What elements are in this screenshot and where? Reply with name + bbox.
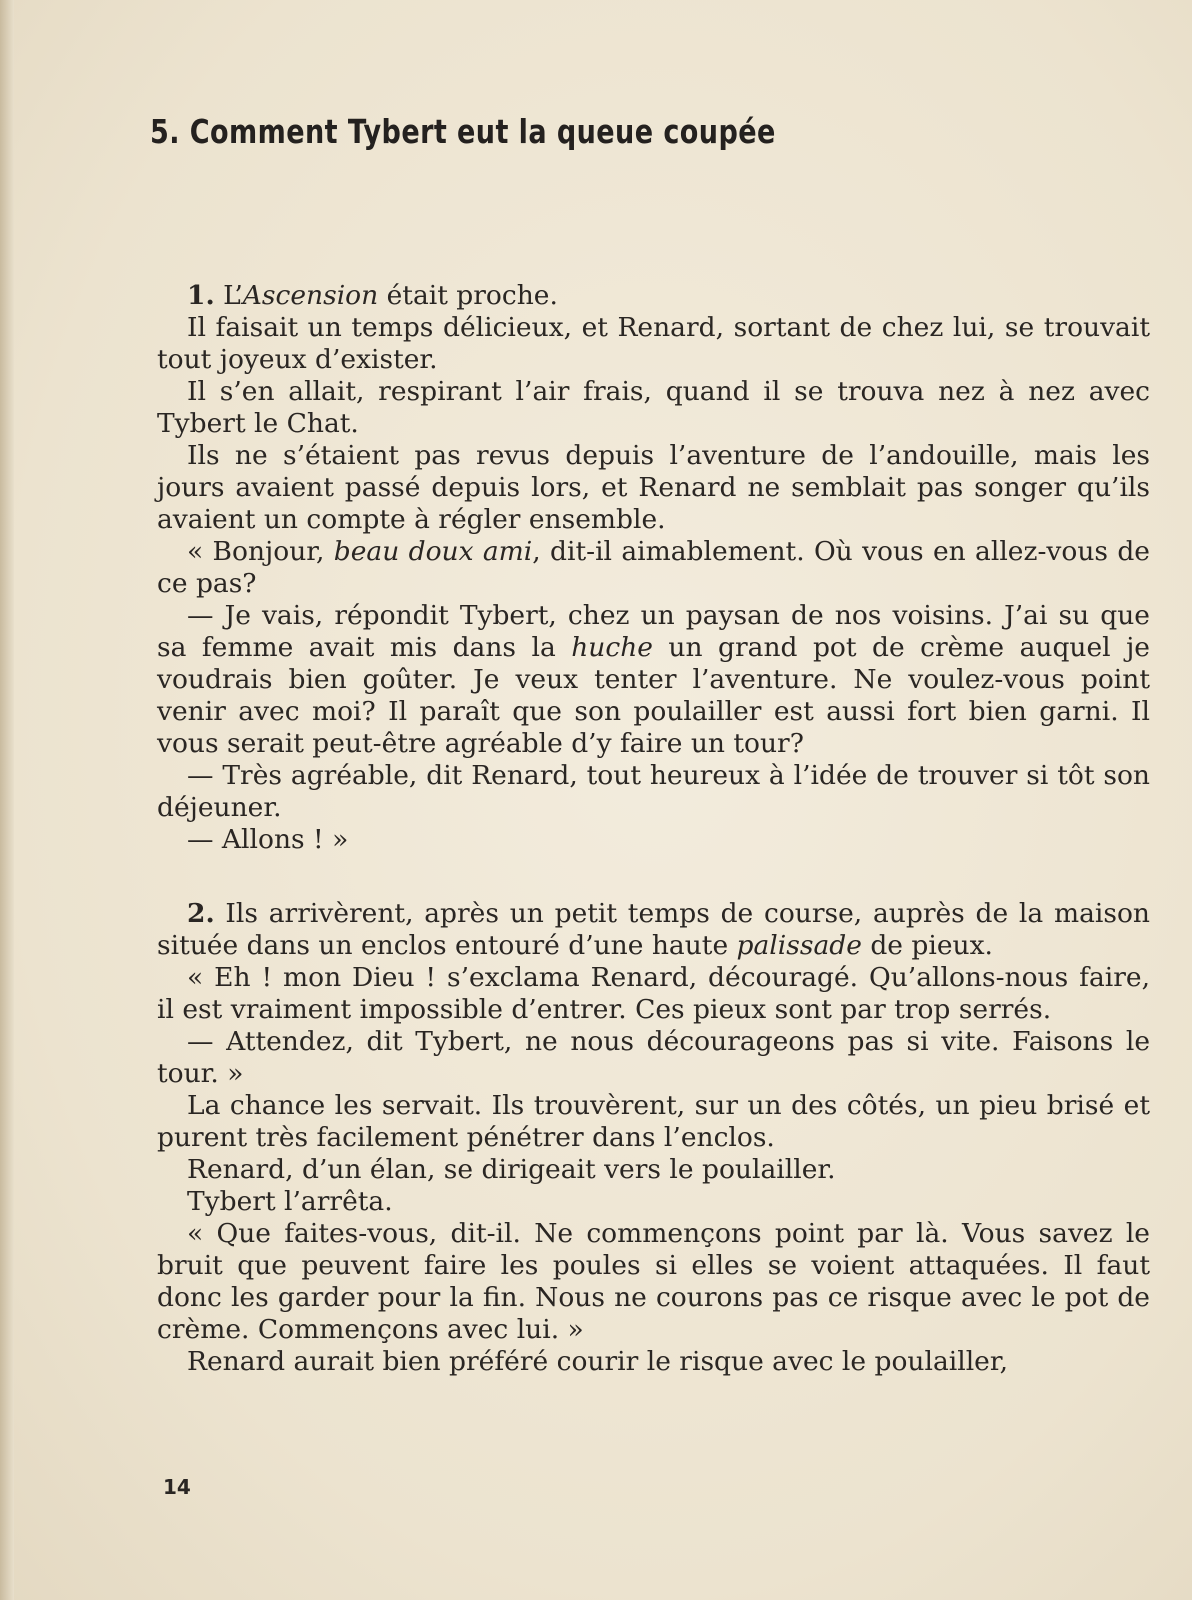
paragraph: Renard, d’un élan, se dirigeait vers le poulailler. (187, 1154, 836, 1185)
paragraph (157, 600, 1150, 760)
text-fragment: « Bonjour, (187, 536, 334, 567)
paragraph: Tybert l’arrêta. (187, 1186, 393, 1217)
paragraph: Renard aurait bien préféré courir le risque avec le poulailler, (187, 1346, 1009, 1377)
paragraph: — Très agréable, dit Renard, tout heureux à l’idée de trouver si tôt son déjeuner. (157, 760, 1150, 823)
italic-term: huche (571, 632, 653, 663)
italic-term: Ascension (242, 280, 379, 311)
text-fragment: de pieux. (861, 930, 993, 961)
chapter-title: 5. Comment Tybert eut la queue coupée (150, 112, 776, 151)
paragraph: La chance les servait. Ils trouvèrent, sur un des côtés, un pieu brisé et purent très facilement pénétrer dans l’enclos. (157, 1090, 1150, 1153)
text-fragment: était proche. (378, 280, 558, 311)
page-number: 14 (163, 1475, 191, 1499)
text-fragment: — Je vais, répondit Tybert, chez un paysan de nos voisins. J’ai su que sa femme avait mis dans la (157, 600, 1150, 663)
text-fragment: , dit-il aimablement. Où vous en allez-vous de ce pas? (157, 536, 1150, 599)
page-edge (0, 0, 14, 1600)
italic-term: beau doux ami (333, 536, 533, 567)
section-number: 2. (187, 898, 215, 929)
chapter-body (157, 280, 1150, 1378)
paragraph: Ils ne s’étaient pas revus depuis l’aventure de l’andouille, mais les jours avaient passé depuis lors, et Renard ne semblait pas songer qu’ils avaient un compte à régler ensemble. (157, 440, 1150, 535)
italic-term: palissade (736, 930, 862, 961)
paragraph (157, 536, 1150, 600)
paragraph (157, 280, 1150, 312)
paragraph: — Attendez, dit Tybert, ne nous décourageons pas si vite. Faisons le tour. » (157, 1026, 1150, 1089)
paragraph: Il faisait un temps délicieux, et Renard, sortant de chez lui, se trouvait tout joyeux d’exister. (157, 312, 1150, 375)
paragraph: Il s’en allait, respirant l’air frais, quand il se trouva nez à nez avec Tybert le Chat. (157, 376, 1150, 439)
text-fragment: L’ (214, 280, 243, 311)
text-fragment: Ils arrivèrent, après un petit temps de course, auprès de la maison située dans un enclos entouré d’une haute (157, 898, 1150, 961)
text-fragment: un grand pot de crème auquel je voudrais bien goûter. Je veux tenter l’aventure. Ne voulez-vous point venir avec moi? Il paraît que son poulailler est aussi fort bien garni. Il vous serait peut-être agréable d’y faire un tour? (157, 632, 1150, 759)
paragraph (157, 898, 1150, 962)
paragraph: « Eh ! mon Dieu ! s’exclama Renard, découragé. Qu’allons-nous faire, il est vraiment impossible d’entrer. Ces pieux sont par trop serrés. (157, 962, 1150, 1025)
paragraph: — Allons ! » (187, 824, 349, 855)
section-number: 1. (187, 280, 215, 311)
paragraph: « Que faites-vous, dit-il. Ne commençons point par là. Vous savez le bruit que peuvent faire les poules si elles se voient attaquées. Il faut donc les garder pour la fin. Nous ne courons pas ce risque avec le pot de crème. Commençons avec lui. » (157, 1218, 1150, 1345)
